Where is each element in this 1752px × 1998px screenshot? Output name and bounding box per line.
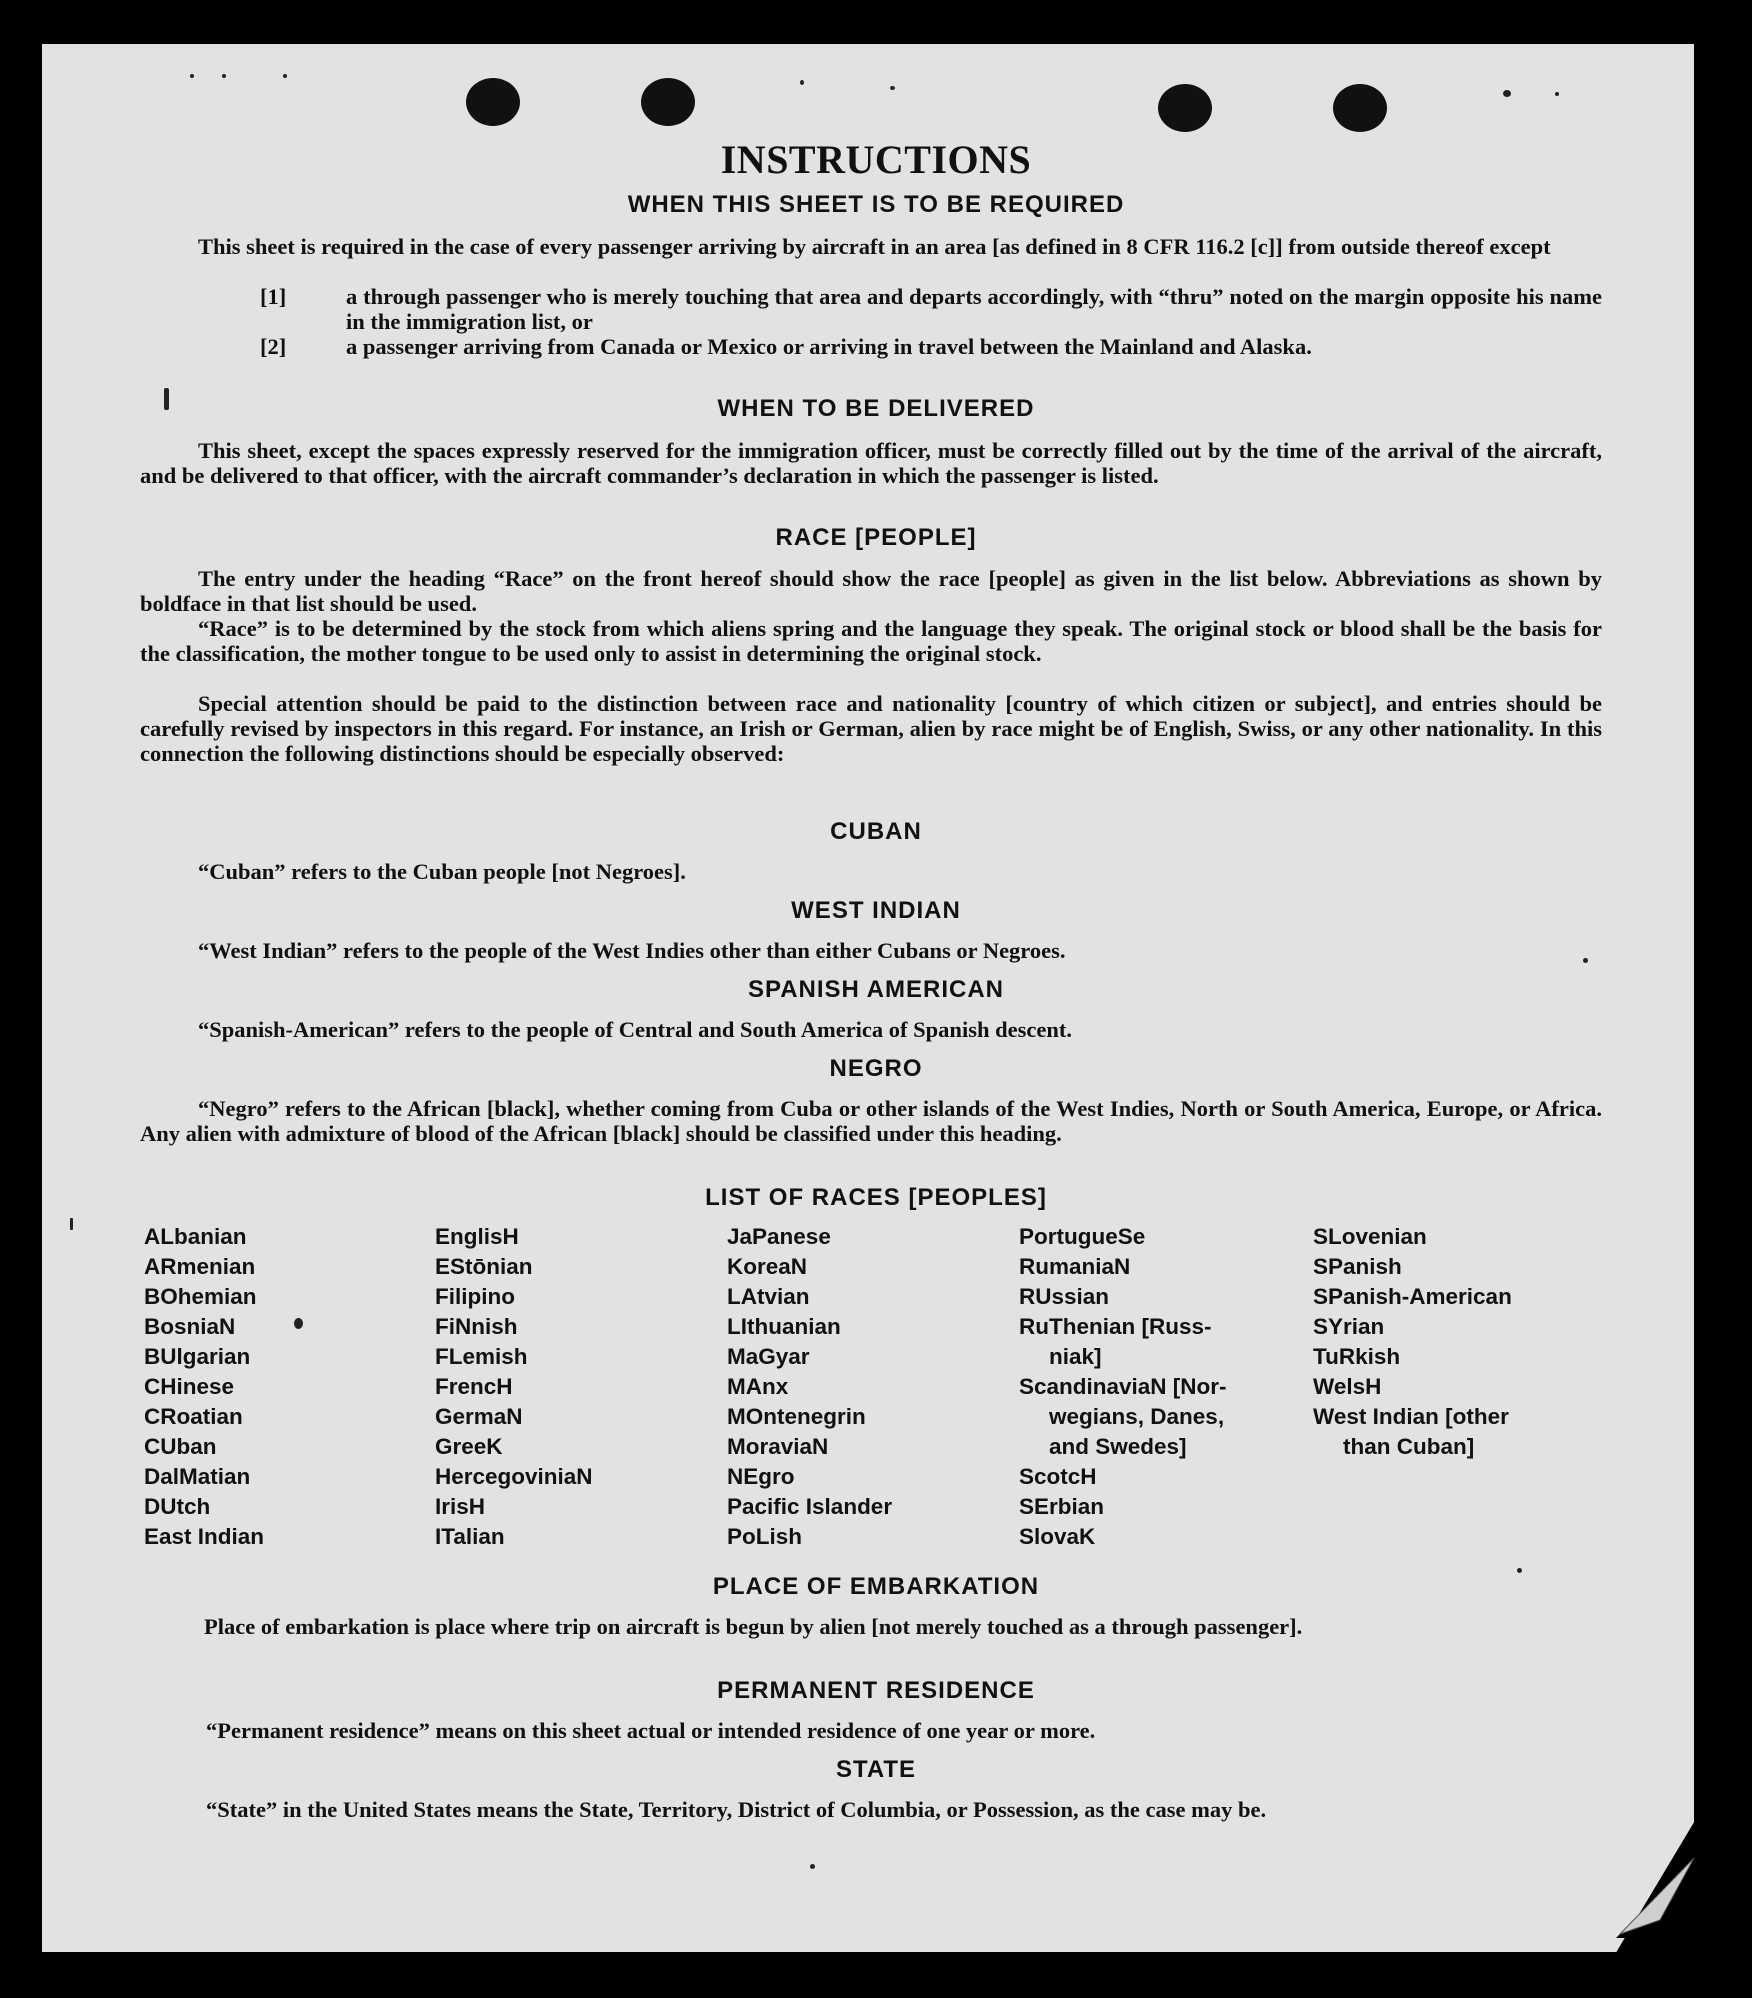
race-entry: RumaniaN xyxy=(1019,1254,1131,1279)
embarkation-paragraph: Place of embarkation is place where trip on aircraft is begun by alien [not merely touched as a through passenger]. xyxy=(204,1614,1303,1639)
races-column-4 xyxy=(1019,1222,1227,1552)
speck xyxy=(70,1218,73,1230)
race-entry: SlovaK xyxy=(1019,1524,1096,1549)
race-entry: MAnx xyxy=(727,1374,789,1399)
race-entry: FrencH xyxy=(435,1374,513,1399)
race-entry: BosniaN xyxy=(144,1314,236,1339)
race-entry: ARmenian xyxy=(144,1254,256,1279)
heading-when-delivered: WHEN TO BE DELIVERED xyxy=(717,395,1035,422)
item-text: a passenger arriving from Canada or Mexico or arriving in travel between the Mainland and Alaska. xyxy=(346,334,1312,359)
speck xyxy=(222,74,226,78)
race-entry: Filipino xyxy=(435,1284,515,1309)
race-entry: BUlgarian xyxy=(144,1344,251,1369)
race-entry: RuThenian [Russ- xyxy=(1019,1314,1212,1339)
race-entry: RUssian xyxy=(1019,1284,1110,1309)
page-title: INSTRUCTIONS xyxy=(720,137,1032,182)
race-entry: DUtch xyxy=(144,1494,211,1519)
intro-paragraph: This sheet is required in the case of every passenger arriving by aircraft in an area [as defined in 8 CFR 116.2 [c]] from outside thereof except xyxy=(198,234,1551,259)
race-entry: NEgro xyxy=(727,1464,795,1489)
west-indian-paragraph: “West Indian” refers to the people of the West Indies other than either Cubans or Negroes. xyxy=(198,938,1066,963)
speck xyxy=(190,74,194,78)
list-item xyxy=(260,284,1602,334)
race-paragraph-1: The entry under the heading “Race” on the front hereof should show the race [people] as given in the list below. Abbreviations as shown by boldface in that list should be used. xyxy=(140,566,1602,616)
race-entry: TuRkish xyxy=(1313,1344,1401,1369)
race-entry: JaPanese xyxy=(727,1224,831,1249)
race-entry: SLovenian xyxy=(1313,1224,1427,1249)
race-entry: HercegoviniaN xyxy=(435,1464,593,1489)
race-entry-continuation: wegians, Danes, xyxy=(1049,1404,1225,1429)
race-entry: Pacific Islander xyxy=(727,1494,893,1519)
punch-hole-1 xyxy=(466,78,520,126)
race-entry: PortugueSe xyxy=(1019,1224,1146,1249)
speck xyxy=(890,86,895,90)
heading-list-of-races: LIST OF RACES [PEOPLES] xyxy=(705,1184,1047,1211)
race-entry: CRoatian xyxy=(144,1404,243,1429)
race-entry: GermaN xyxy=(435,1404,523,1429)
item-number: [2] xyxy=(260,334,287,359)
race-entry: EStōnian xyxy=(435,1254,533,1279)
races-column-2 xyxy=(435,1222,593,1552)
race-entry: ITalian xyxy=(435,1524,505,1549)
race-entry: SErbian xyxy=(1019,1494,1105,1519)
speck xyxy=(1555,92,1559,96)
speck xyxy=(800,80,804,85)
race-entry: FLemish xyxy=(435,1344,528,1369)
folded-corner xyxy=(1616,1858,1696,1938)
race-entry-continuation: than Cuban] xyxy=(1343,1434,1475,1459)
race-entry: LAtvian xyxy=(727,1284,810,1309)
race-entry: IrisH xyxy=(435,1494,486,1519)
race-entry: DalMatian xyxy=(144,1464,251,1489)
speck xyxy=(294,1318,303,1329)
heading-embarkation: PLACE OF EMBARKATION xyxy=(712,1573,1040,1600)
race-entry: KoreaN xyxy=(727,1254,808,1279)
race-entry: MoraviaN xyxy=(727,1434,829,1459)
race-entry-continuation: and Swedes] xyxy=(1049,1434,1187,1459)
race-entry: BOhemian xyxy=(144,1284,257,1309)
speck xyxy=(810,1864,815,1869)
cuban-paragraph: “Cuban” refers to the Cuban people [not Negroes]. xyxy=(198,859,686,884)
race-entry: LIthuanian xyxy=(727,1314,841,1339)
delivered-paragraph: This sheet, except the spaces expressly reserved for the immigration officer, must be correctly filled out by the time of the arrival of the aircraft, and be delivered to that officer, with the aircraft commander’s declaration in which the passenger is listed. xyxy=(140,438,1602,488)
list-item xyxy=(260,334,1602,359)
race-entry: CHinese xyxy=(144,1374,235,1399)
punch-hole-3 xyxy=(1158,84,1212,132)
race-entry: ScotcH xyxy=(1019,1464,1097,1489)
race-entry: PoLish xyxy=(727,1524,803,1549)
punch-hole-4 xyxy=(1333,84,1387,132)
race-entry: CUban xyxy=(144,1434,217,1459)
race-entry: FiNnish xyxy=(435,1314,518,1339)
heading-residence: PERMANENT RESIDENCE xyxy=(717,1677,1035,1704)
state-paragraph: “State” in the United States means the State, Territory, District of Columbia, or Possession, as the case may be. xyxy=(206,1797,1267,1822)
item-number: [1] xyxy=(260,284,287,309)
race-entry: MOntenegrin xyxy=(727,1404,866,1429)
heading-when-required: WHEN THIS SHEET IS TO BE REQUIRED xyxy=(627,191,1125,218)
speck xyxy=(1503,90,1511,97)
heading-spanish-american: SPANISH AMERICAN xyxy=(747,976,1004,1003)
race-entry: MaGyar xyxy=(727,1344,810,1369)
race-paragraph-2: “Race” is to be determined by the stock from which aliens spring and the language they speak. The original stock or blood shall be the basis for the classification, the mother tongue to be used only to assist in determining the original stock. xyxy=(140,616,1602,666)
race-entry: ScandinaviaN [Nor- xyxy=(1019,1374,1227,1399)
heading-cuban: CUBAN xyxy=(830,818,922,845)
race-entry: West Indian [other xyxy=(1313,1404,1509,1429)
heading-west-indian: WEST INDIAN xyxy=(791,897,961,924)
race-entry: WelsH xyxy=(1313,1374,1382,1399)
race-entry: GreeK xyxy=(435,1434,503,1459)
speck xyxy=(283,74,287,78)
races-column-5 xyxy=(1313,1222,1512,1462)
race-entry: ALbanian xyxy=(144,1224,247,1249)
punch-hole-2 xyxy=(641,78,695,126)
races-column-3 xyxy=(727,1222,892,1552)
race-entry: SPanish-American xyxy=(1313,1284,1512,1309)
spanish-american-paragraph: “Spanish-American” refers to the people of Central and South America of Spanish descent. xyxy=(198,1017,1072,1042)
negro-paragraph: “Negro” refers to the African [black], whether coming from Cuba or other islands of the West Indies, North or South America, Europe, or Africa. Any alien with admixture of blood of the African [black] should be classified under this heading. xyxy=(140,1096,1602,1146)
race-entry: SPanish xyxy=(1313,1254,1402,1279)
races-column-1 xyxy=(144,1222,264,1552)
heading-negro: NEGRO xyxy=(829,1055,923,1082)
race-entry: SYrian xyxy=(1313,1314,1385,1339)
residence-paragraph: “Permanent residence” means on this sheet actual or intended residence of one year or more. xyxy=(206,1718,1096,1743)
heading-state: STATE xyxy=(835,1756,917,1783)
race-entry: EnglisH xyxy=(435,1224,519,1249)
race-entry-continuation: niak] xyxy=(1049,1344,1102,1369)
heading-race: RACE [PEOPLE] xyxy=(775,524,977,551)
race-entry: East Indian xyxy=(144,1524,265,1549)
race-paragraph-3: Special attention should be paid to the distinction between race and nationality [country of which citizen or subject], and entries should be carefully revised by inspectors in this regard. For instance, an Irish or German, alien by race might be of English, Swiss, or any other nationality. In this connection the following distinctions should be especially observed: xyxy=(140,691,1602,766)
item-text: a through passenger who is merely touching that area and departs accordingly, with “thru” noted on the margin opposite his name in the immigration list, or xyxy=(346,284,1602,334)
